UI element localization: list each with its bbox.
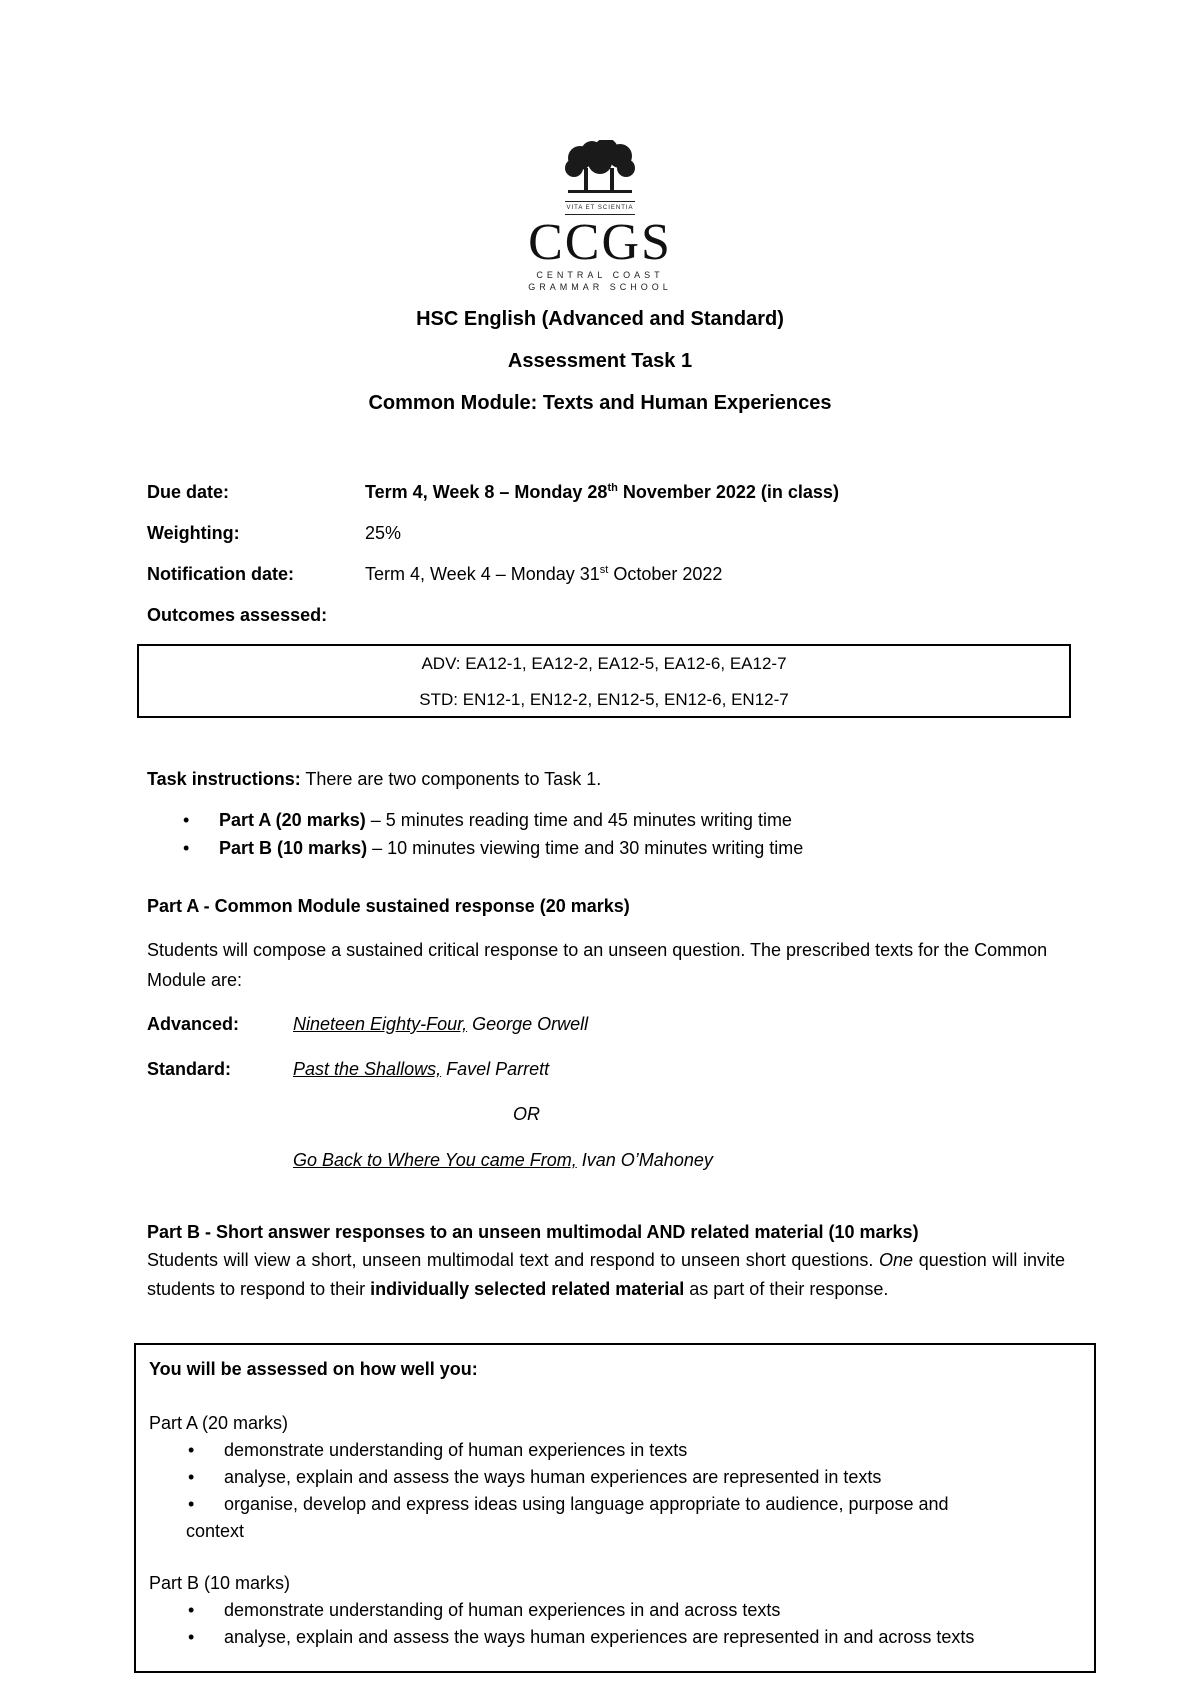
outcomes-std: STD: EN12-1, EN12-2, EN12-5, EN12-6, EN12-7 bbox=[419, 690, 789, 709]
alt-standard-text: Go Back to Where You came From, Ivan O’Mahoney bbox=[293, 1150, 713, 1170]
standard-label: Standard: bbox=[147, 1059, 232, 1079]
due-date-value: Term 4, Week 8 – Monday 28th November 2022 (in class) bbox=[365, 482, 839, 502]
part-a-text: Students will compose a sustained critical response to an unseen question. The prescribed texts for the Common Module are: bbox=[147, 940, 1048, 990]
criteria-part-b-label: Part B (10 marks) bbox=[149, 1573, 291, 1593]
notification-label: Notification date: bbox=[147, 564, 294, 584]
outcomes-box bbox=[137, 644, 1071, 718]
criteria-a-item-continuation: context bbox=[186, 1521, 245, 1541]
logo-school-line1: CENTRAL COAST bbox=[536, 270, 664, 280]
outcomes-label: Outcomes assessed: bbox=[147, 605, 328, 625]
task-instructions: Task instructions: There are two components to Task 1. bbox=[147, 769, 602, 789]
logo-school-line2: GRAMMAR SCHOOL bbox=[528, 282, 672, 292]
part-b-heading: Part B - Short answer responses to an unseen multimodal AND related material (10 marks) bbox=[147, 1222, 919, 1242]
logo-name: CCGS bbox=[528, 214, 672, 271]
school-logo bbox=[520, 140, 680, 290]
assessment-criteria-box: You will be assessed on how well you: Part A (20 marks) • demonstrate understanding of human experiences in texts • analyse, explain and assess the ways human experiences are represented in texts • organise, develop and express ideas using language appropriate to audience, purpose and context Part B (10 marks) • demonstrate understanding of human experiences in and across texts • analyse, explain and assess the ways human experiences are represented in and across texts bbox=[134, 1343, 1096, 1673]
advanced-label: Advanced: bbox=[147, 1014, 240, 1034]
weighting-label: Weighting: bbox=[147, 523, 240, 543]
logo-motto: VITA ET SCIENTIA bbox=[565, 201, 635, 215]
notification-value: Term 4, Week 4 – Monday 31st October 2022 bbox=[365, 564, 723, 584]
due-date-label: Due date: bbox=[147, 482, 230, 502]
module-heading: Common Module: Texts and Human Experiences bbox=[368, 392, 832, 414]
outcomes-adv: ADV: EA12-1, EA12-2, EA12-5, EA12-6, EA12-7 bbox=[421, 654, 787, 673]
part-a-heading: Part A - Common Module sustained response (20 marks) bbox=[147, 896, 630, 916]
or-label: OR bbox=[513, 1104, 540, 1124]
course-heading: HSC English (Advanced and Standard) bbox=[416, 308, 784, 330]
part-b-text: Students will view a short, unseen multimodal text and respond to unseen short questions. One question will invite students to respond to their individually selected related material as part of their response. bbox=[147, 1250, 1065, 1299]
advanced-text: Nineteen Eighty-Four, George Orwell bbox=[293, 1014, 589, 1034]
criteria-title: You will be assessed on how well you: bbox=[149, 1359, 478, 1379]
task-heading: Assessment Task 1 bbox=[507, 350, 693, 372]
weighting-value: 25% bbox=[365, 523, 402, 543]
criteria-part-a-label: Part A (20 marks) bbox=[149, 1413, 289, 1433]
document-page: VITA ET SCIENTIA CCGS CENTRAL COAST GRAMMAR SCHOOL HSC English (Advanced and Standard) Assessment Task 1 Common Module: Texts and Human Experiences Due date: Term 4, Week 8 – Monday 28th November 2022 (in class) Weighting: 25% Notification date: Term 4, Week 4 – Monday 31st October 2022 Outcomes assessed: ADV: EA12-1, EA12-2, EA12-5, EA12-6, EA12-7 STD: EN12-1, EN12-2, EN12-5, EN12-6, EN12-7 Task instructions: There are two components to Task 1. • Part A (20 marks) – 5 minutes reading time and 45 minutes writing time • Part B (10 marks) – 10 minutes viewing time and 30 minutes writing time Part A - Common Module sustained response (20 marks) Students will compose a sustained critical response to an unseen question. The prescribed texts for the Common Module are: Advanced: Nineteen Eighty-Four, George Orwell Standard: Past the Shallows, Favel Parrett OR Go Back to Where You came From, Ivan O’Mahoney Part B - Short answer responses to an unseen multimodal AND related material (10 marks) Students will view a short, unseen multimodal text and respond to unseen short questions. One question will invite students to respond to their individually selected related material as part of their response. You will be assessed on how well you: Part A (20 marks) • demonstrate understanding of human experiences in texts • analyse, explain and assess the ways human experiences are represented in texts • organise, develop and express ideas using language appropriate to audience, purpose and context Part B (10 marks) • demonstrate understanding of human experiences in and across texts • analyse, explain and assess the ways human experiences are represented in and across texts bbox=[0, 0, 1200, 1698]
tree-icon bbox=[560, 140, 640, 200]
standard-text: Past the Shallows, Favel Parrett bbox=[293, 1059, 550, 1079]
